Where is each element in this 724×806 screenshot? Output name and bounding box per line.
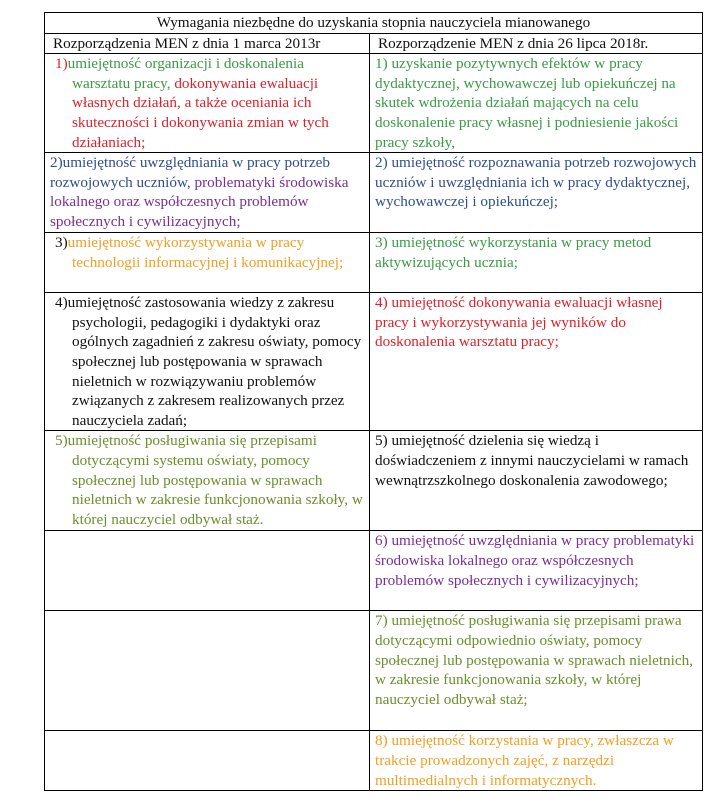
left-cell-5	[45, 431, 370, 531]
right-cell-4	[370, 293, 703, 431]
left-cell-4	[45, 293, 370, 431]
table-row	[45, 153, 703, 233]
right-cell-7	[370, 611, 703, 731]
table-title: Wymagania niezbędne do uzyskania stopnia nauczyciela mianowanego	[45, 13, 703, 34]
table-row	[45, 233, 703, 293]
right-cell-6	[370, 531, 703, 611]
requirement-text: 5)umiejętność posługiwania się przepisami dotyczącymi systemu oświaty, pomocy społecznej lub postępowania w sprawach nieletnich w zakresie funkcjonowania szkoły, w której nauczyciel odbywał staż.	[55, 432, 363, 528]
item-number: 1)	[55, 55, 68, 73]
requirement-text: 3) umiejętność wykorzystania w pracy metod aktywizujących ucznia;	[375, 234, 652, 271]
requirement-text: dokonywania ewaluacji własnych działań, a także oceniania ich skuteczności i dokonywania zmian w tych działaniach;	[72, 74, 329, 151]
requirement-text: umiejętność wykorzystywania w pracy technologii informacyjnej i komunikacyjnej;	[67, 234, 344, 271]
requirement-text: umiejętność organizacji i doskonalenia warsztatu pracy,	[67, 55, 304, 92]
left-cell-6	[45, 531, 370, 611]
table-row	[45, 731, 703, 791]
table-row	[45, 611, 703, 731]
requirement-text: 5) umiejętność dzielenia się wiedzą i doświadczeniem z innymi nauczycielami w ramach wewnątrzszkolnego doskonalenia zawodowego;	[375, 432, 689, 489]
right-cell-5	[370, 431, 703, 531]
requirement-text: 4)umiejętność zastosowania wiedzy z zakresu psychologii, pedagogiki i dydaktyki oraz ogólnych zagadnień z zakresu oświaty, pomocy społecznej lub postępowania w sprawach nieletnich w rozwiązywaniu problemów związanych z zakresem realizowanych przez nauczyciela zadań;	[55, 294, 362, 429]
requirement-text: 6) umiejętność uwzględniania w pracy problematyki środowiska lokalnego oraz współczesnych problemów społecznych i cywilizacyjnych;	[375, 532, 695, 589]
column-header-2013: Rozporządzenia MEN z dnia 1 marca 2013r	[45, 33, 370, 54]
requirement-text: 7) umiejętność posługiwania się przepisami prawa dotyczącymi odpowiednio oświaty, pomocy społecznej lub postępowania w sprawach nieletnich, w zakresie funkcjonowania szkoły, w której nauczyciel odbywał staż;	[375, 612, 693, 708]
table-row	[45, 431, 703, 531]
right-cell-3	[370, 233, 703, 293]
left-cell-3	[45, 233, 370, 293]
left-cell-2	[45, 153, 370, 233]
table-row	[45, 293, 703, 431]
requirement-text: problematyki środowiska lokalnego oraz współczesnych problemów społecznych i cywilizacyjnych;	[50, 173, 349, 230]
left-cell-1	[45, 54, 370, 153]
requirement-text: 2)umiejętność uwzględniania w pracy potrzeb rozwojowych uczniów,	[50, 154, 331, 191]
left-cell-8	[45, 731, 370, 791]
column-header-2018: Rozporządzenie MEN z dnia 26 lipca 2018r.	[370, 33, 703, 54]
requirement-text: 2) umiejętność rozpoznawania potrzeb rozwojowych uczniów i uwzględniania ich w pracy dydaktycznej, wychowawczej i opiekuńczej;	[375, 154, 697, 211]
table-row	[45, 531, 703, 611]
requirement-text: 4) umiejętność dokonywania ewaluacji własnej pracy i wykorzystywania jej wyników do doskonalenia warsztatu pracy;	[375, 294, 663, 351]
right-cell-2	[370, 153, 703, 233]
item-number: 3)	[55, 234, 68, 252]
left-cell-7	[45, 611, 370, 731]
right-cell-8	[370, 731, 703, 791]
table-row	[45, 54, 703, 153]
requirements-table	[44, 12, 703, 791]
requirement-text: 8) umiejętność korzystania w pracy, zwłaszcza w trakcie prowadzonych zajęć, z narzędzi multimedialnych i informatycznych.	[375, 732, 674, 789]
requirement-text: 1) uzyskanie pozytywnych efektów w pracy dydaktycznej, wychowawczej lub opiekuńczej na skutek wdrożenia działań mających na celu doskonalenie pracy własnej i podniesienie jakości pracy szkoły,	[375, 55, 679, 151]
right-cell-1	[370, 54, 703, 153]
